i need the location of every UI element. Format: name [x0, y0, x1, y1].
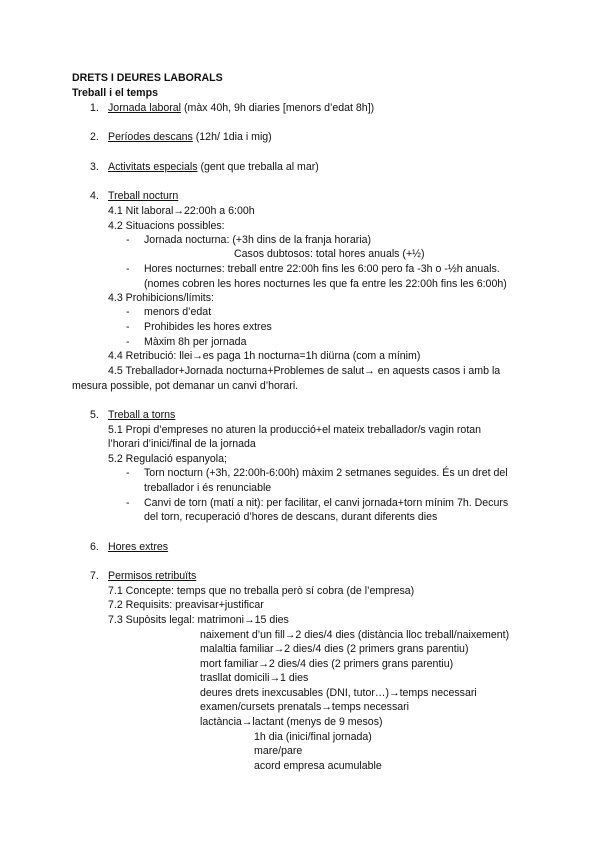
- section-5-line-2: l’horari d’inici/final de la jornada: [108, 438, 256, 450]
- section-2-number: 2.: [90, 131, 99, 143]
- bullet-dash: -: [126, 336, 130, 348]
- section-4-line-11: 4.4 Retribució: llei→es paga 1h nocturna=1h diürna (com a mínim): [108, 350, 421, 362]
- section-4-line-6: (nomes cobren les hores nocturnes les que fa entre les 22:00h fins les 6:00h): [144, 278, 507, 290]
- section-2: [108, 130, 272, 144]
- section-7-line-5: malaltia familiar→2 dies/4 dies (2 primers grans parentiu): [200, 643, 469, 655]
- section-1-text: (màx 40h, 9h diaries [menors d’edat 8h]): [181, 102, 375, 114]
- section-6-heading: Hores extres: [108, 541, 169, 553]
- section-1: [108, 101, 374, 115]
- document-subtitle: Treball i el temps: [72, 87, 158, 99]
- section-5-heading: Treball a torns: [108, 409, 176, 421]
- section-7-line-10: lactància→lactant (menys de 9 mesos): [200, 716, 383, 728]
- section-4-line-1: 4.1 Nit laboral→22:00h a 6:00h: [108, 205, 255, 217]
- section-4-line-4: Casos dubtosos: total hores anuals (+½): [234, 248, 425, 260]
- section-4-line-13: mesura possible, pot demanar un canvi d’horari.: [72, 380, 299, 392]
- section-5-number: 5.: [90, 409, 99, 421]
- section-5-line-1: 5.1 Propi d’empreses no aturen la producció+el mateix treballador/s vagin rotan: [108, 424, 482, 436]
- section-1-number: 1.: [90, 102, 99, 114]
- section-7-line-2: 7.2 Requisits: preavisar+justificar: [108, 599, 264, 611]
- section-4-line-3: Jornada nocturna: (+3h dins de la franja horaria): [144, 234, 372, 246]
- section-7-line-12: mare/pare: [254, 745, 303, 757]
- section-7-number: 7.: [90, 570, 99, 582]
- section-3-text: (gent que treballa al mar): [197, 161, 319, 173]
- section-7-line-11: 1h dia (inici/final jornada): [254, 731, 372, 743]
- section-4-heading: Treball nocturn: [108, 190, 179, 202]
- section-7-heading: Permisos retribuïts: [108, 570, 197, 582]
- section-5-line-5: treballador i és renunciable: [144, 482, 272, 494]
- section-5-line-3: 5.2 Regulació espanyola;: [108, 453, 227, 465]
- section-3-heading: Activitats especials: [108, 161, 198, 173]
- bullet-dash: -: [126, 306, 130, 318]
- bullet-dash: -: [126, 263, 130, 275]
- section-7-line-8: deures drets inexcusables (DNI, tutor…)→temps necessari: [200, 687, 477, 699]
- document-title: DRETS I DEURES LABORALS: [72, 72, 223, 84]
- section-7-line-9: examen/cursets prenatals→temps necessari: [200, 701, 410, 713]
- section-4-line-9: Prohibides les hores extres: [144, 321, 272, 333]
- section-5-line-4: Torn nocturn (+3h, 22:00h-6:00h) màxim 2 setmanes seguides. És un dret del: [144, 467, 508, 479]
- bullet-dash: -: [126, 467, 130, 479]
- section-3: [108, 160, 319, 174]
- section-7-line-1: 7.1 Concepte: temps que no treballa però sí cobra (de l’empresa): [108, 585, 415, 597]
- section-4-number: 4.: [90, 190, 99, 202]
- section-7-line-3: 7.3 Supòsits legal: matrimoni→15 dies: [108, 614, 289, 626]
- section-3-number: 3.: [90, 161, 99, 173]
- bullet-dash: -: [126, 321, 130, 333]
- section-4-line-7: 4.3 Prohibicions/límits:: [108, 292, 214, 304]
- section-4-line-2: 4.2 Situacions possibles:: [108, 220, 225, 232]
- section-4-line-12: 4.5 Treballador+Jornada nocturna+Problemes de salut→ en aquests casos i amb la: [108, 365, 501, 377]
- section-1-heading: Jornada laboral: [108, 102, 182, 114]
- section-7-line-4: naixement d’un fill→2 dies/4 dies (distància lloc treball/naixement): [200, 629, 510, 641]
- section-2-heading: Períodes descans: [108, 131, 193, 143]
- bullet-dash: -: [126, 234, 130, 246]
- section-6-number: 6.: [90, 541, 99, 553]
- section-4-line-5: Hores nocturnes: treball entre 22:00h fins les 6:00 pero fa -3h o -½h anuals.: [144, 263, 500, 275]
- section-4-line-10: Màxim 8h per jornada: [144, 336, 247, 348]
- section-7-line-13: acord empresa acumulable: [254, 760, 382, 772]
- bullet-dash: -: [126, 497, 130, 509]
- section-2-text: (12h/ 1dia i mig): [192, 131, 272, 143]
- section-7-line-7: trasllat domicili→1 dies: [200, 672, 309, 684]
- section-5-line-6: Canvi de torn (matí a nit): per facilitar, el canvi jornada+torn mínim 7h. Decurs: [144, 497, 509, 509]
- section-5-line-7: del torn, recuperació d’hores de descans, durant diferents dies: [144, 511, 438, 523]
- section-4-line-8: menors d’edat: [144, 306, 212, 318]
- section-7-line-6: mort familiar→2 dies/4 dies (2 primers grans parentiu): [200, 658, 454, 670]
